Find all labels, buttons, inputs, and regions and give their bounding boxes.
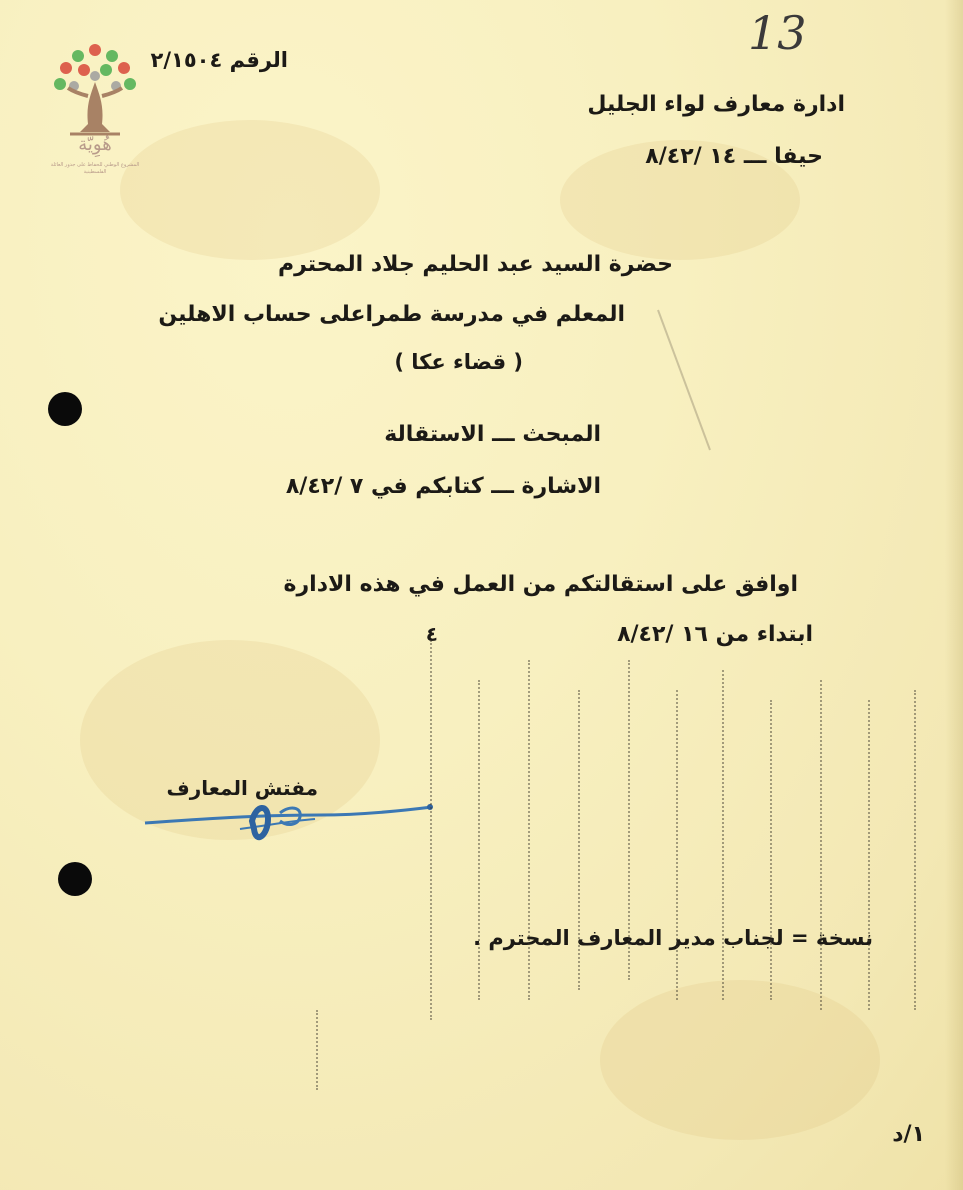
paper-stain (600, 980, 880, 1140)
scan-dot-trace (628, 660, 633, 980)
subject-line: المبحث ـــ الاستقالة (384, 422, 601, 447)
reference-note: الاشارة ـــ كتابكم في ٧ /٨/٤٢ (285, 474, 601, 499)
punch-hole (48, 392, 82, 426)
signatory-title: مفتش المعارف (166, 776, 318, 800)
addressee-line-3: ( قضاء عكا ) (394, 350, 523, 374)
scan-dot-trace (676, 690, 681, 1000)
punch-hole (58, 862, 92, 896)
scan-dot-trace (868, 700, 873, 1010)
scan-dot-trace (478, 680, 483, 1000)
scan-dot-trace (914, 690, 919, 1010)
copy-line: نسخة = لجناب مدير المعارف المحترم . (473, 926, 873, 950)
signature-mark (140, 785, 460, 855)
body-trailing-mark: ٤ (425, 622, 438, 646)
body-line-1: اوافق على استقالتكم من العمل في هذه الادارة (283, 572, 798, 597)
paper-scratch (650, 300, 730, 460)
place-date: حيفا ـــ ١٤ /٨/٤٢ (645, 144, 823, 169)
scan-dot-trace (430, 640, 435, 1020)
logo-wordmark: هُوِيّة (78, 134, 112, 155)
department-heading: ادارة معارف لواء الجليل (587, 92, 845, 117)
scan-dot-trace (316, 1010, 321, 1090)
addressee-line-1: حضرة السيد عبد الحليم جلاد المحترم (277, 252, 673, 277)
scan-dot-trace (770, 700, 775, 1000)
logo-caption: المشروع الوطني للحفاظ على جذور العائلة الفلسطينية (50, 162, 140, 175)
paper-stain (120, 120, 380, 260)
scan-dot-trace (722, 670, 727, 1000)
footer-initials: ١/د (892, 1122, 925, 1147)
addressee-line-2: المعلم في مدرسة طمراعلى حساب الاهلين (158, 302, 625, 327)
reference-number: الرقم ٢/١٥٠٤ (150, 48, 288, 72)
scan-dot-trace (528, 660, 533, 1000)
scan-dot-trace (820, 680, 825, 1010)
handwritten-page-number: 13 (748, 6, 807, 60)
paper-edge-shadow (945, 0, 963, 1190)
scan-dot-trace (578, 690, 583, 990)
body-line-2: ابتداء من ١٦ /٨/٤٢ (617, 622, 813, 647)
